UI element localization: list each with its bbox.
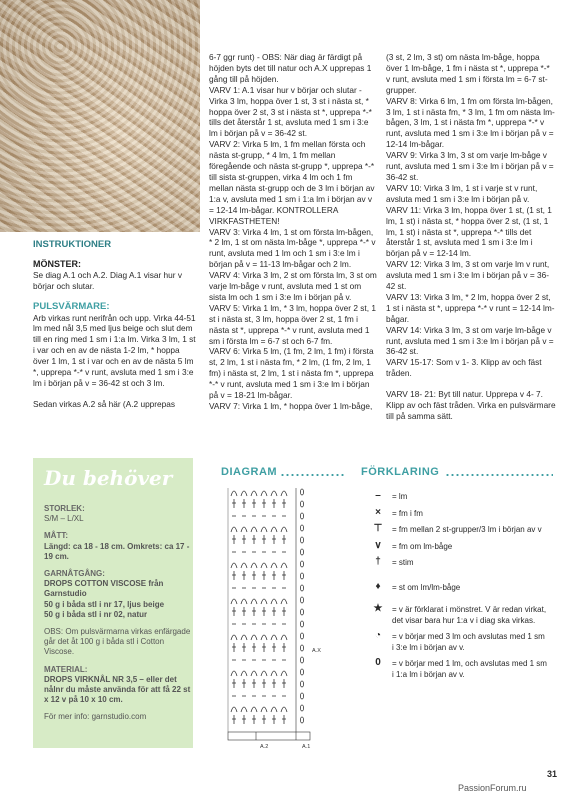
- legend-text: = fm mellan 2 st-grupper/3 lm i början av v: [392, 525, 542, 534]
- diagram-stitch: [300, 681, 303, 687]
- puls-heading: PULSVÄRMARE:: [33, 300, 110, 312]
- label-a2: A.2: [260, 744, 269, 750]
- diagram-stitch: [271, 491, 277, 496]
- diagram-stitch: [300, 585, 303, 591]
- rounds-18-21-text: VARV 18- 21: Byt till natur. Upprepa v 4- 7. Klipp av och fäst tråden. Virka en pulsvärmare till på samma sätt.: [386, 389, 556, 421]
- diagram-stitch: [300, 633, 303, 639]
- legend-row: [368, 492, 548, 503]
- material-heading: MATERIAL:: [44, 664, 88, 674]
- diagram-stitch: [241, 491, 247, 496]
- legend-symbol-icon: 0: [375, 657, 381, 668]
- diagram-stitch: [300, 693, 303, 699]
- diagram-stitch: [231, 491, 237, 496]
- legend-symbol-icon: †: [375, 556, 381, 567]
- diagram-stitch: [251, 527, 257, 532]
- diagram-stitch: [241, 635, 247, 640]
- material-value: DROPS VIRKNÅL NR 3,5 – eller det nålnr du måste använda för att få 22 st x 12 v på 10 x 10 cm.: [44, 674, 191, 705]
- diagram-stitch: [251, 671, 257, 676]
- diagram-stitch: [300, 489, 303, 495]
- diagram-stitch: [251, 707, 257, 712]
- diagram-stitch: [251, 491, 257, 496]
- legend-row: [368, 506, 548, 520]
- garn-heading: GARNÅTGÅNG:: [44, 569, 105, 579]
- legend-text: = fm om lm-båge: [392, 541, 453, 551]
- diagram-stitch: [241, 563, 247, 568]
- diagram-stitch: [231, 671, 237, 676]
- diagram-stitch: [281, 635, 287, 640]
- diagram-stitch: [261, 527, 267, 532]
- legend-symbol-icon: ⊤: [373, 523, 383, 534]
- legend-row: [368, 539, 548, 553]
- diagram-stitch: [261, 707, 267, 712]
- diagram-stitch: [300, 657, 303, 663]
- matt-value: Längd: ca 18 - 18 cm. Omkrets: ca 17 - 19 cm.: [44, 541, 190, 561]
- diagram-stitch: [241, 671, 247, 676]
- du-behover-body: [44, 504, 192, 730]
- instructions-column-2: [209, 52, 377, 412]
- diagram-stitch: [231, 527, 237, 532]
- diagram-stitch: [300, 513, 303, 519]
- monster-heading: MÖNSTER:: [33, 258, 81, 269]
- garn-value: DROPS COTTON VISCOSE från Garnstudio 50 g i båda stl i nr 17, ljus beige 50 g i båda stl i nr 02, natur: [44, 579, 165, 619]
- legend-symbol-icon: ×: [375, 506, 381, 518]
- diagram-stitch: [300, 501, 303, 507]
- legend-symbol-icon: –: [375, 490, 381, 501]
- diagram-stitch: [261, 491, 267, 496]
- legend-row: [368, 632, 548, 653]
- watermark: PassionForum.ru: [458, 783, 527, 793]
- du-behover-title: Du behöver: [44, 466, 173, 490]
- sedan-text: Sedan virkas A.2 så här (A.2 upprepas: [33, 398, 176, 409]
- diagram-stitch: [261, 671, 267, 676]
- instructions-column-1: [33, 240, 198, 410]
- diagram-stitch: [300, 705, 303, 711]
- diagram-stitch: [300, 573, 303, 579]
- label-a1: A.1: [302, 744, 311, 750]
- label-ax: A.X: [312, 648, 321, 654]
- diagram-stitch: [241, 599, 247, 604]
- diagram-dots: [280, 474, 346, 476]
- instructions-column-3: [386, 52, 556, 422]
- diagram-stitch: [300, 645, 303, 651]
- diagram-stitch: [281, 671, 287, 676]
- diagram-title: DIAGRAM: [221, 466, 278, 478]
- diagram-stitch: [231, 563, 237, 568]
- puls-text: Arb virkas runt nerifrån och upp. Virka 44-51 lm med nål 3,5 med ljus beige och slut dem till en ring med 1 sm i 1:a lm. Virka 3 lm, 1 st i var och en av de nästa 1-2 lm, * hoppa över 1 lm, 1 st i var och en av de nästa 5 lm *, upprepa *-* v runt, avsluta med 1 sm i 3:e lm i början på v = 36-42 st och 3 lm.: [33, 312, 196, 388]
- obs-text: OBS: Om pulsvärmarna virkas enfärgade går det åt 100 g i båda stl i Cotton Viscose.: [44, 627, 191, 657]
- diagram-stitch: [281, 527, 287, 532]
- diagram-stitch: [300, 525, 303, 531]
- diagram-stitch: [300, 549, 303, 555]
- legend-symbol-icon: ◔: [374, 630, 382, 641]
- crochet-diagram: [220, 488, 330, 750]
- diagram-stitch: [281, 491, 287, 496]
- legend-symbol-icon: ★: [373, 603, 383, 614]
- diagram-stitch: [281, 707, 287, 712]
- legend-title: FÖRKLARING: [361, 466, 440, 478]
- diagram-stitch: [300, 621, 303, 627]
- legend-row: [368, 605, 548, 626]
- legend-text: = v börjar med 3 lm och avslutas med 1 sm i 3:e lm i början av v.: [392, 632, 545, 652]
- legend-text: = st om lm/lm-båge: [392, 582, 461, 592]
- diagram-stitch: [231, 707, 237, 712]
- instruktioner-heading: INSTRUKTIONER: [33, 239, 112, 250]
- diagram-stitch: [300, 561, 303, 567]
- diagram-stitch: [251, 563, 257, 568]
- legend-dots: [445, 474, 553, 476]
- legend-text: = v börjar med 1 lm, och avslutas med 1 sm i 1:a lm i början av v.: [392, 659, 547, 679]
- diagram-stitch: [261, 635, 267, 640]
- diagram-stitch: [271, 563, 277, 568]
- diagram-stitch: [271, 527, 277, 532]
- legend-text: = stim: [392, 558, 414, 567]
- diagram-stitch: [271, 707, 277, 712]
- diagram-stitch: [300, 597, 303, 603]
- storlek-heading: STORLEK:: [44, 504, 85, 513]
- diagram-stitch: [251, 635, 257, 640]
- diagram-stitch: [300, 537, 303, 543]
- diagram-stitch: [300, 717, 303, 723]
- rounds-7-17-text: (3 st, 2 lm, 3 st) om nästa lm-båge, hoppa över 1 lm-båge, 1 fm i nästa st *, upprepa *-* v runt, avsluta med 1 sm i första lm = 6-7 st-grupper. VARV 8: Virka 6 lm, 1 fm om första lm-bågen, 3 lm, 1 st i nästa fm, * 3 lm, 1 fm om nästa lm-bågen, 3 lm, 1 st i nästa fm *, upprepa *-* v runt, avsluta med 1 sm i 3:e lm i början på v = 12-14 lm-bågar. VARV 9: Virka 3 lm, 3 st om varje lm-båge v runt, avsluta med 1 sm i 3:e lm i början på v = 36-42 st. VARV 10: Virka 3 lm, 1 st i varje st v runt, avsluta med 1 sm i 3:e lm i början på v. VARV 11: Virka 3 lm, hoppa över 1 st, (1 st, 1 lm, 1 st) i nästa st, * hoppa över 2 st, (1 st, 1 lm, 1 st) i nästa st *, upprepa *-* tills det återstår 1 st, avsluta med 1 sm i 3:e lm i början på v = 12-14 lm. VARV 12: Virka 3 lm, 3 st om varje lm v runt, avsluta med 1 sm i 3:e lm i början på v = 36-42 st. VARV 13: Virka 3 lm, * 2 lm, hoppa över 2 st, 1 st i nästa st *, upprepa *-* v runt = 12-14 lm-bågar. VARV 14: Virka 3 lm, 3 st om varje lm-båge v runt, avsluta med 1 sm i 3:e lm i början på v = 36-42 st. VARV 15-17: Som v 1- 3. Klipp av och fäst tråden.: [386, 52, 555, 379]
- more-info: För mer info: garnstudio.com: [44, 712, 147, 722]
- legend-text: = v är förklarat i mönstret. V är redan virkat, det visar bara hur 1:a v i diag ska virkas.: [392, 605, 547, 625]
- legend-symbol-icon: ∨: [374, 539, 382, 551]
- rounds-1-7-text: 6-7 ggr runt) - OBS: När diag är färdigt på höjden byts det till natur och A.X upprepas 1 gång till på höjden. VARV 1: A.1 visar hur v börjar och slutar - Virka 3 lm, hoppa över 1 st, 3 st i nästa st, * hoppa över 2 st, 3 st i nästa st *, upprepa *-* tills det återstår 1 st, avsluta med 1 sm i 3:e lm i början på v = 36-42 st. VARV 2: Virka 5 lm, 1 fm mellan första och nästa st-grupp, * 4 lm, 1 fm mellan föregående och nästa st-grupp *, upprepa *-* till sista st-gruppen, virka 4 lm och 1 fm mellan nästa st-grupp och de 3 lm i början av 1:a v, avsluta med 1 sm i 1:a lm i början av v = 12-14 lm-bågar. KONTROLLERA VIRKFASTHETEN! VARV 3: Virka 4 lm, 1 st om första lm-bågen, * 2 lm, 1 st om nästa lm-båge *, upprepa *-* v runt, avsluta med 1 lm och 1 sm i 3:e lm i början på v = 11-13 lm-bågar och 2 lm. VARV 4: Virka 3 lm, 2 st om första lm, 3 st om varje lm-båge v runt, avsluta med 1 st om sista lm och 1 sm i 3:e lm i början på v. VARV 5: Virka 1 lm, * 3 lm, hoppa över 2 st, 1 st i nästa st, 3 lm, hoppa över 2 st, 1 fm i nästa st *, upprepa *-* v runt, avsluta med 1 sm i första lm = 6-7 st och 6-7 fm. VARV 6: Virka 5 lm, (1 fm, 2 lm, 1 fm) i första st, 2 lm, 1 st i nästa fm, * 2 lm, (1 fm, 2 lm, 1 fm) i nästa st, 2 lm, 1 st i nästa fm *, upprepa *-* v runt, avsluta med 1 sm i 3:e lm i början på v = 18-21 lm-bågar. VARV 7: Virka 1 lm, * hoppa över 1 lm-båge,: [209, 52, 377, 411]
- legend-row: [368, 659, 548, 680]
- diagram-stitch: [261, 599, 267, 604]
- diagram-stitch: [251, 599, 257, 604]
- monster-text: Se diag A.1 och A.2. Diag A.1 visar hur v börjar och slutar.: [33, 269, 182, 291]
- diagram-stitch: [300, 609, 303, 615]
- diagram-stitch: [241, 527, 247, 532]
- diagram-stitch: [271, 671, 277, 676]
- diagram-stitch: [261, 563, 267, 568]
- page-number: 31: [547, 769, 558, 779]
- legend-row: [368, 525, 548, 536]
- legend-text: = lm: [392, 492, 408, 501]
- crochet-photo: [0, 0, 200, 232]
- diagram-stitch: [231, 599, 237, 604]
- legend-text: = fm i fm: [392, 508, 423, 518]
- matt-heading: MÅTT:: [44, 531, 68, 541]
- diagram-stitch: [241, 707, 247, 712]
- legend: [368, 492, 548, 686]
- diagram-stitch: [231, 635, 237, 640]
- diagram-stitch: [271, 635, 277, 640]
- legend-row: [368, 580, 548, 594]
- legend-row: [368, 558, 548, 569]
- diagram-stitch: [281, 563, 287, 568]
- diagram-stitch: [271, 599, 277, 604]
- storlek-value: S/M – L/XL: [44, 514, 84, 524]
- legend-symbol-icon: ♦: [375, 580, 381, 592]
- diagram-stitch: [300, 669, 303, 675]
- diagram-stitch: [281, 599, 287, 604]
